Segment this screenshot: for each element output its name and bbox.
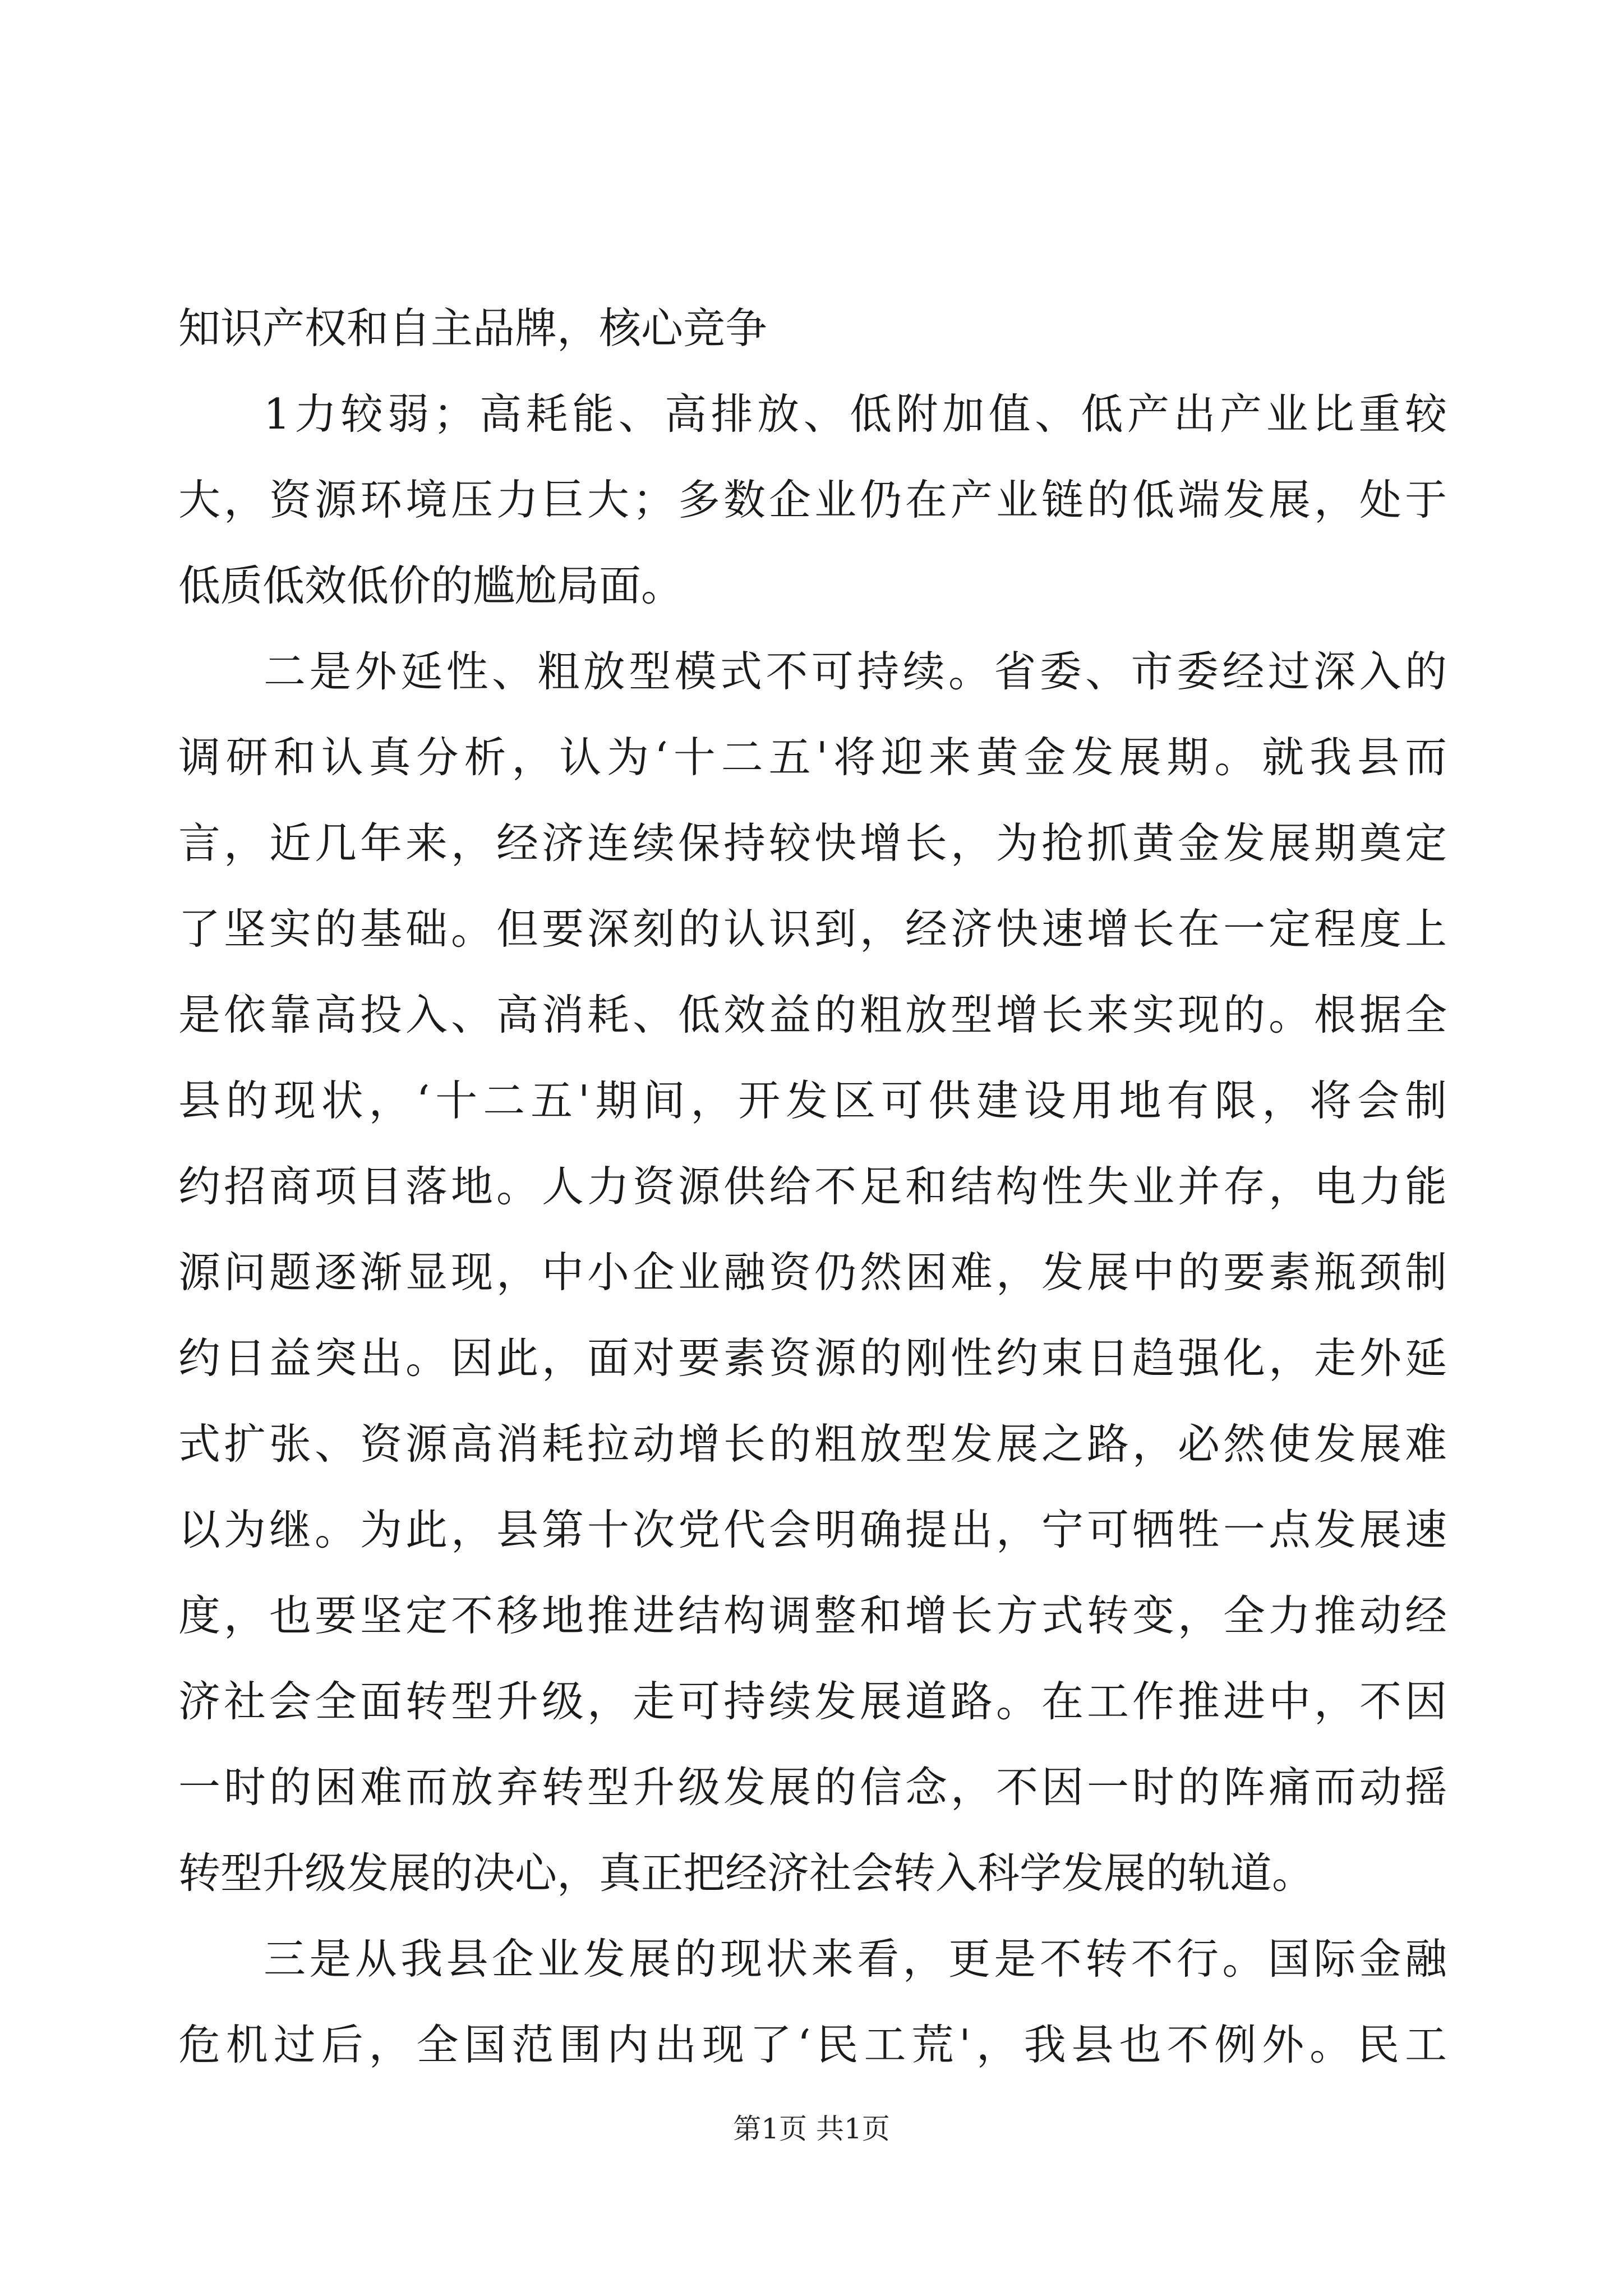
text-line: 三是从我县企业发展的现状来看，更是不转不行。国际金融 xyxy=(264,1934,1447,1984)
text-line: 1力较弱；高耗能、高排放、低附加值、低产出产业比重较 xyxy=(264,389,1447,439)
text-line: 了坚实的基础。但要深刻的认识到，经济快速增长在一定程度上 xyxy=(178,904,1447,954)
text-line: 言，近几年来，经济连续保持较快增长，为抢抓黄金发展期奠定 xyxy=(178,818,1447,868)
text-line: 源问题逐渐显现，中小企业融资仍然困难，发展中的要素瓶颈制 xyxy=(178,1248,1447,1297)
text-line: 以为继。为此，县第十次党代会明确提出，宁可牺牲一点发展速 xyxy=(178,1505,1447,1554)
text-line: 度，也要坚定不移地推进结构调整和增长方式转变，全力推动经 xyxy=(178,1591,1447,1640)
page-footer xyxy=(0,2109,1623,2148)
text-line: 调研和认真分析，认为‘十二五'将迎来黄金发展期。就我县而 xyxy=(178,733,1447,782)
text-line: 转型升级发展的决心，真正把经济社会转入科学发展的轨道。 xyxy=(178,1848,1315,1898)
text-line: 约日益突出。因此，面对要素资源的刚性约束日趋强化，走外延 xyxy=(178,1333,1447,1383)
text-line: 低质低效低价的尴尬局面。 xyxy=(178,561,684,610)
text-line: 二是外延性、粗放型模式不可持续。省委、市委经过深入的 xyxy=(264,647,1447,696)
text-line: 知识产权和自主品牌，核心竞争 xyxy=(178,303,768,353)
text-line: 危机过后，全国范围内出现了‘民工荒'，我县也不例外。民工 xyxy=(178,2020,1447,2069)
text-line: 济社会全面转型升级，走可持续发展道路。在工作推进中，不因 xyxy=(178,1677,1447,1726)
text-line: 是依靠高投入、高消耗、低效益的粗放型增长来实现的。根据全 xyxy=(178,990,1447,1039)
text-line: 约招商项目落地。人力资源供给不足和结构性失业并存，电力能 xyxy=(178,1162,1447,1211)
text-line: 大，资源环境压力巨大；多数企业仍在产业链的低端发展，处于 xyxy=(178,475,1447,524)
text-line: 县的现状，‘十二五'期间，开发区可供建设用地有限，将会制 xyxy=(178,1076,1447,1125)
text-line: 式扩张、资源高消耗拉动增长的粗放型发展之路，必然使发展难 xyxy=(178,1419,1447,1469)
page-number-label: 第1页 共1页 xyxy=(733,2113,890,2145)
text-line: 一时的困难而放弃转型升级发展的信念，不因一时的阵痛而动摇 xyxy=(178,1763,1447,1812)
